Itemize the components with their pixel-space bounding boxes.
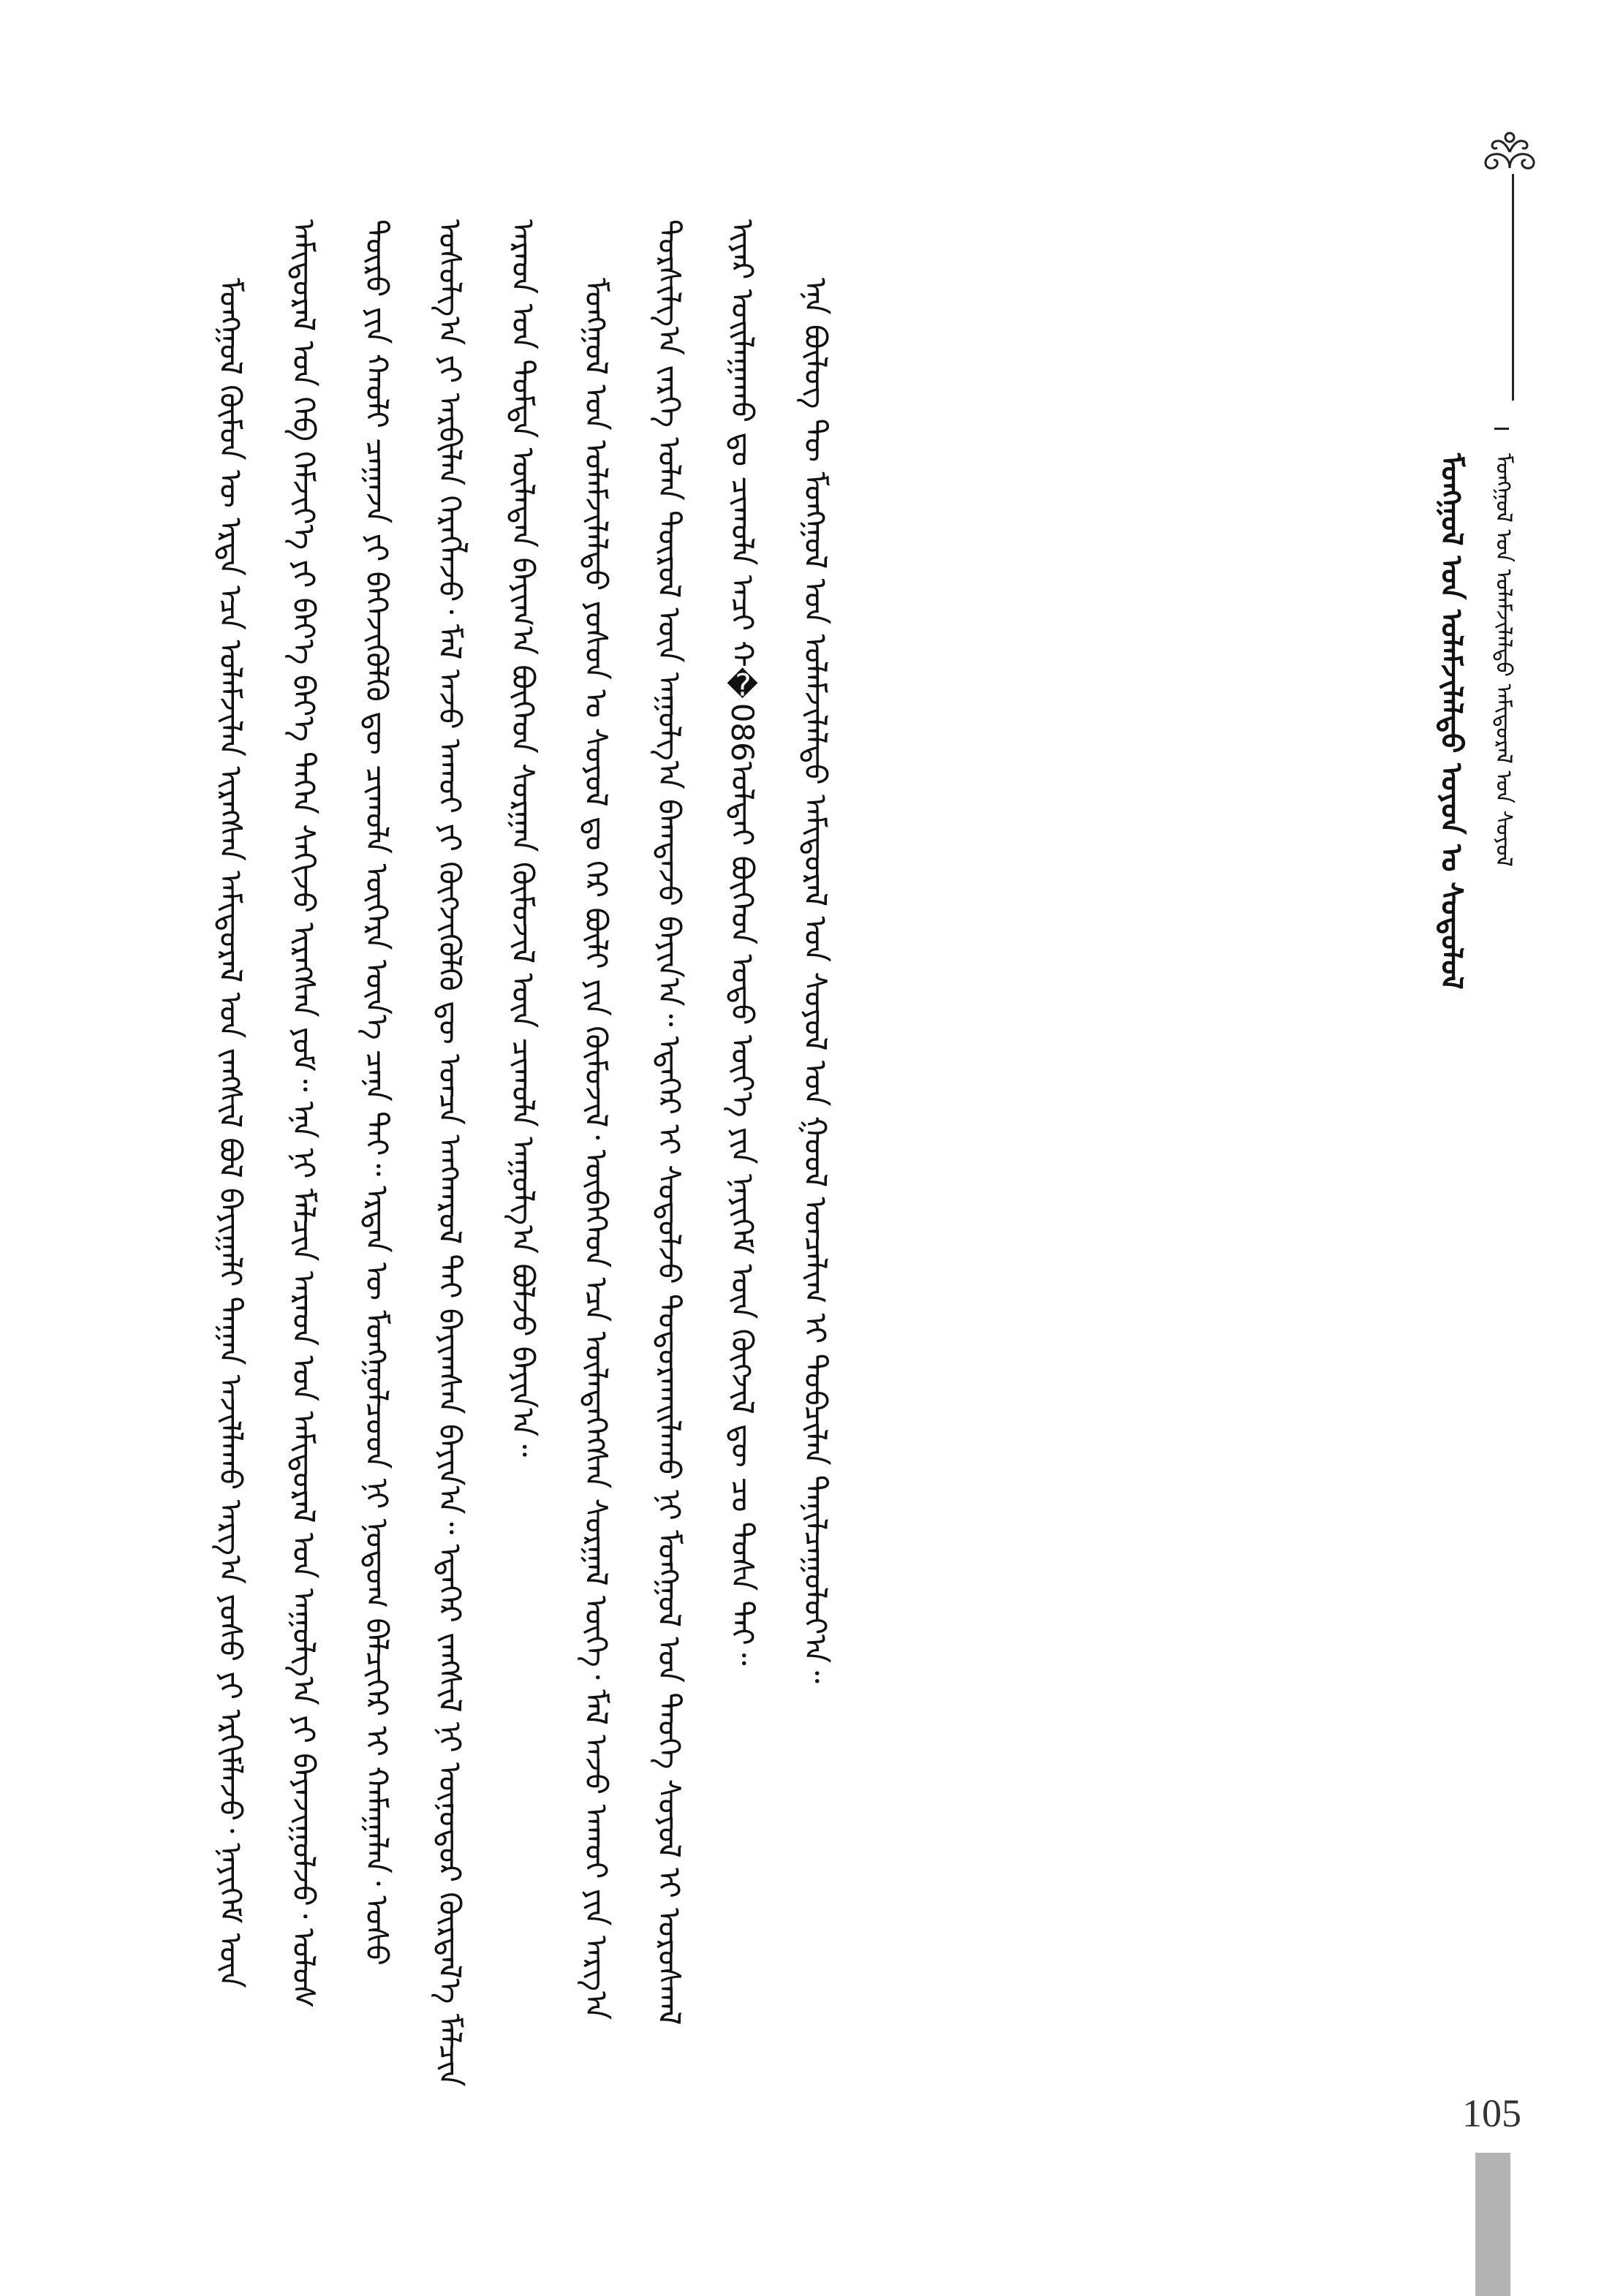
header-rule [1512, 174, 1514, 401]
paragraph-2: ᠮᠣᠩᠭᠣᠯ ᠤᠨ ᠤᠯᠠᠮᠵᠢᠯᠠᠯᠳᠤ ᠶᠣᠰᠣᠨ ᠤ ᠰᠣᠶᠣᠯ ᠳᠤ ᠭᠡᠷ ᠪᠦᠯᠢ ᠶᠢᠨ ᠬᠦᠮᠦᠵᠢᠯ᠂ ᠥᠪᠡᠭᠡᠳ ᠡᠴᠡ ᠦᠯᠡᠳᠡᠭᠡᠭᠰᠡᠨ ᠰᠤᠷᠭᠠᠯ ᠦᠭᠡ᠂ ᠮᠠᠯ ᠠᠵᠤ ᠠᠬᠤᠢ ᠶᠢᠨ ᠠᠷᠭ᠎ᠠ ᠲᠤᠷᠰᠢᠯᠭ᠎ᠠ ᠵᠡᠷᠭᠡ ᠣᠯᠠᠨ ᠲᠥᠷᠦᠯ ᠦᠨ ᠠᠭᠤᠯᠭ᠎ᠠ ᠪᠠᠭᠲᠠᠵᠤ ᠪᠠᠶᠢᠨ᠎ᠠ᠃ ᠡᠳᠡᠭᠡᠷ ᠢ ᠰᠤᠳᠤᠯᠵᠤ ᠲᠣᠳᠤᠷᠬᠠᠢᠯᠠᠬᠤ ᠨᠢ ᠮᠣᠩᠭᠣᠯ ᠤᠨ ᠲᠡᠦᠬᠡ ᠰᠣᠶᠣᠯ ᠢ ᠤᠷᠤᠰᠬᠠᠯ ᠢᠶᠠᠷ ᠣᠢᠯᠠᠭᠠᠬᠤ ᠳᠤ ᠴᠢᠬᠤᠯᠠ ᠠᠴᠢ ᠬ�086ᠤᠯᠲᠠᠢ ᠪᠥᠭᠡᠳ ᠣᠳᠣ ᠦᠶ᠎ᠡ ᠶᠢᠨ ᠨᠡᠶᠢᠭᠡᠮ ᠦᠨ ᠬᠥᠭᠵᠢᠯ ᠳᠦ ᠴᠤ ᠲᠤᠰᠠ ᠲᠠᠢ᠃ [578, 219, 760, 2026]
page-number: 105 [1462, 2091, 1521, 2135]
running-header-title: ᠮᠣᠩᠭᠣᠯ ᠤᠨ ᠤᠯᠠᠮᠵᠢᠯᠠᠯᠳᠤ ᠣᠶᠤᠨ ᠤ ᠰᠤᠳᠤᠯᠤᠯ [1434, 453, 1468, 990]
scroll-ornament-icon [1469, 123, 1550, 174]
header-dash [1494, 428, 1509, 430]
paragraph-1: ᠮᠣᠩᠭᠣᠯ ᠬᠦᠮᠦᠨ ᠦ ᠡᠷᠲᠡ ᠡᠴᠡ ᠤᠯᠠᠮᠵᠢᠯᠠᠨ ᠢᠷᠡᠭᠰᠡᠨ ᠠᠮᠢᠳᠤᠷᠠᠯ ᠤᠨ ᠵᠠᠩᠱᠢᠯ ᠪᠣᠯ ᠪᠠᠶᠢᠭᠠᠯᠢ ᠳᠠᠭᠠᠨ ᠠᠵᠢᠯᠯᠠᠬᠤ ᠠᠷᠭ᠎ᠠ ᠶᠣᠰᠣ ᠶᠢ ᠡᠷᠬᠢᠮᠯᠡᠵᠦ᠂ ᠨᠡᠶᠢᠭᠡᠮ ᠦᠨ ᠠᠮᠢᠳᠤᠷᠠᠯ ᠤᠨ ᠬᠡᠪ ᠬᠡᠮᠵᠢᠶ᠎ᠡ ᠶᠢ ᠪᠡᠶ᠎ᠡ ᠪᠡᠶ᠎ᠡ ᠳᠡᠭᠡᠨ ᠰᠠᠬᠢᠵᠤ ᠢᠷᠡᠭᠰᠡᠨ ᠶᠤᠮ᠃ ᠡᠨᠡ ᠨᠢ ᠮᠠᠯᠴᠢᠨ ᠠᠷᠠᠳ ᠤᠨ ᠠᠮᠢᠳᠤᠷᠠᠯ ᠤᠨ ᠠᠭᠤᠯᠭ᠎ᠠ ᠶᠢ ᠪᠠᠶᠠᠵᠢᠭᠤᠯᠵᠤ᠂ ᠤᠯᠤᠰ ᠲᠦᠷᠦ ᠶᠢᠨ ᠬᠠᠤᠯᠢ ᠴᠠᠭᠠᠵᠠ ᠶᠢ ᠪᠡᠬᠡᠵᠢᠭᠦᠯᠬᠦ ᠳᠦ ᠴᠢᠬᠤᠯᠠ ᠦᠭᠡᠷᠡ ᠦᠨ᠎ᠡ ᠴᠡᠨᠡ ᠲᠠᠢ᠃ ᠡᠷᠲᠡᠨ ᠦ ᠮᠣᠩᠭᠣᠯᠴᠤᠳ ᠨᠢ ᠨᠤᠲᠤᠭ ᠪᠡᠯᠴᠢᠭᠡᠷ ᠢ ᠬᠠᠮᠠᠭᠠᠯᠠᠨ᠂ ᠤᠰᠤ ᠤᠰᠤᠯᠭ᠎ᠠ ᠶᠢ ᠠᠷᠪᠢᠯᠠᠨ ᠬᠡᠷᠡᠭᠯᠡᠵᠦ᠂ ᠮᠠᠯ ᠠᠵᠤ ᠠᠬᠤᠢ ᠶᠢ ᠬᠥᠭᠵᠢᠭᠦᠯᠬᠦ ᠳᠦ ᠣᠨᠴᠠ ᠠᠨᠭᠬᠠᠷᠤᠯ ᠲᠠᠢ ᠪᠠᠶᠢᠭᠰᠠᠨ ᠪᠠᠶᠢᠨ᠎ᠠ᠃ ᠡᠳᠡᠭᠡᠷ ᠵᠠᠩᠱᠢᠯ ᠨᠢ ᠥᠨᠥᠳᠥᠷ ᠬᠦᠷᠲᠡᠯ᠎ᠡ ᠮᠠᠯᠴᠢᠨ ᠠᠷᠠᠳ ᠤᠨ ᠳᠤᠮᠳᠠ ᠦᠯᠡᠳᠡᠨ ᠪᠠᠶᠢᠭ᠎ᠠ ᠪᠥᠭᠡᠳ ᠰᠤᠷᠭᠠᠨ ᠬᠥᠮᠦᠵᠢᠯ ᠦᠨ ᠴᠢᠬᠤᠯᠠ ᠠᠭᠤᠯᠭ᠎ᠠ ᠪᠣᠯᠵᠤ ᠪᠠᠶᠢᠨ᠎ᠠ᠃ [213, 219, 541, 2087]
running-header-subtitle: ᠮᠣᠩᠭᠣᠯ ᠤᠨ ᠤᠯᠠᠮᠵᠢᠯᠠᠯᠳᠤ ᠠᠮᠢᠳᠤᠷᠠᠯ ᠤᠨ ᠰᠣᠶᠣᠯ [1491, 453, 1516, 867]
body-text [194, 219, 1385, 2091]
side-tab [1475, 2153, 1510, 2296]
paragraph-3: ᠡᠨᠡ ᠪᠦᠯᠦᠭ ᠲᠦ ᠮᠣᠩᠭᠣᠯ ᠤᠨ ᠤᠯᠠᠮᠵᠢᠯᠠᠯᠳᠤ ᠠᠮᠢᠳᠤᠷᠠᠯ ᠤᠨ ᠰᠣᠶᠣᠯ ᠤᠨ ᠭᠣᠣᠯ ᠣᠨᠴᠠᠯᠢᠭ ᠢ ᠲᠣᠪᠴᠢᠯᠠᠨ ᠲᠠᠨᠢᠯᠴᠠᠭᠤᠯᠤᠶ᠎ᠠ᠃ [798, 278, 833, 1683]
